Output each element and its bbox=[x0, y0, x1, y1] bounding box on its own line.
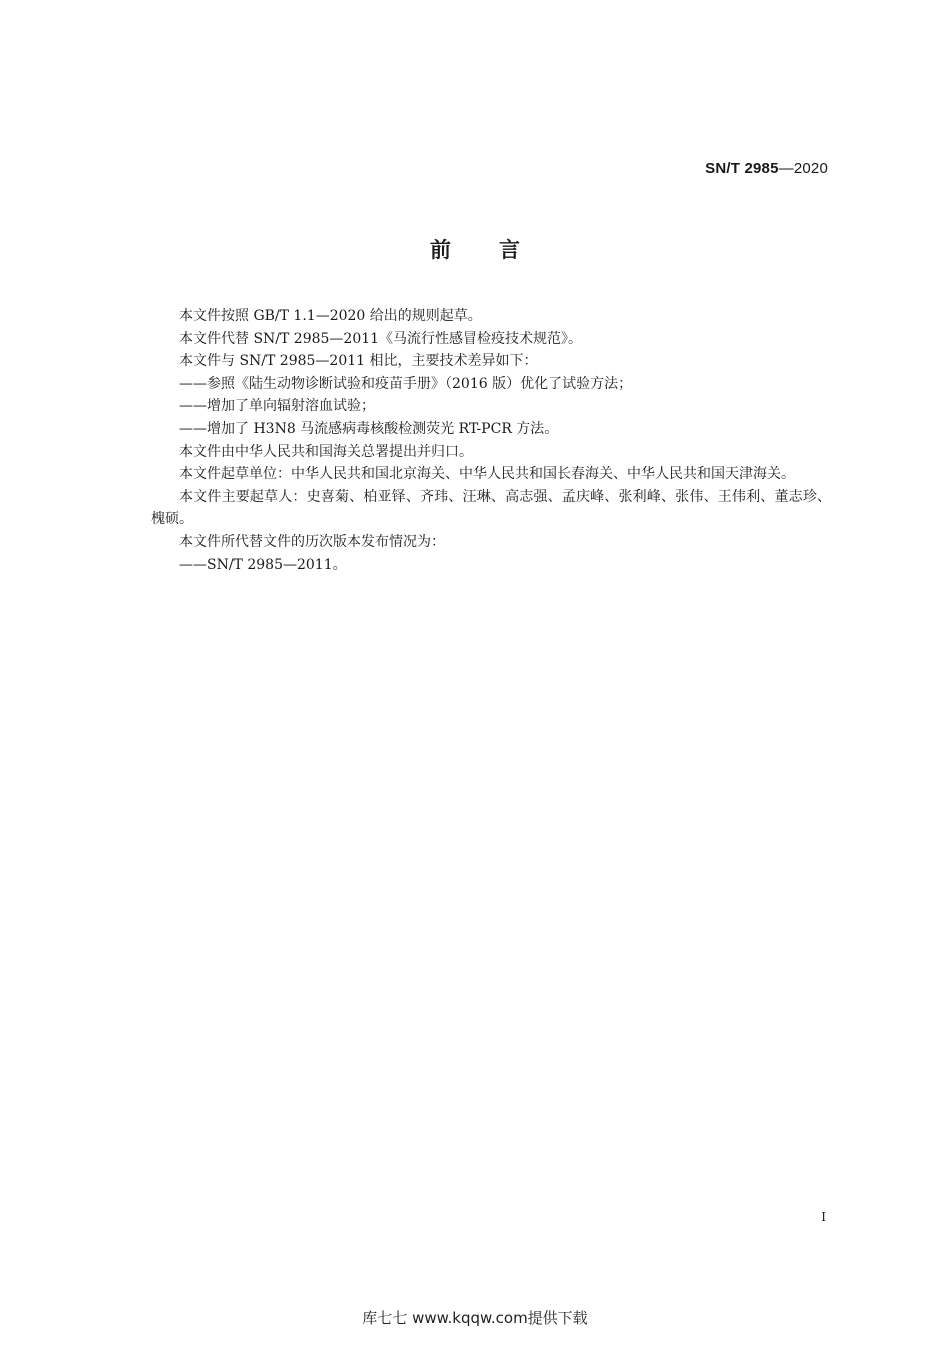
paragraph-differences-intro: 本文件与 SN/T 2985—2011 相比，主要技术差异如下： bbox=[179, 353, 538, 370]
list-item-history-1: ——SN/T 2985—2011。 bbox=[179, 556, 347, 573]
list-item-difference-1: ——参照《陆生动物诊断试验和疫苗手册》（2016 版）优化了试验方法； bbox=[179, 375, 633, 392]
foreword-body bbox=[151, 305, 831, 576]
list-item-difference-3: ——增加了 H3N8 马流感病毒核酸检测荧光 RT-PCR 方法。 bbox=[179, 420, 559, 437]
page-number: I bbox=[821, 1210, 826, 1224]
download-watermark: 库七七 www.kqqw.com提供下载 bbox=[362, 1309, 588, 1327]
page-title: 前言 bbox=[430, 238, 568, 262]
paragraph-history-intro: 本文件所代替文件的历次版本发布情况为： bbox=[179, 533, 445, 550]
paragraph-proposer: 本文件由中华人民共和国海关总署提出并归口。 bbox=[179, 443, 473, 460]
standard-code-number: SN/T 2985 bbox=[705, 160, 779, 177]
list-item-difference-2: ——增加了单向辐射溶血试验； bbox=[179, 398, 375, 415]
paragraph-replaces: 本文件代替 SN/T 2985—2011《马流行性感冒检疫技术规范》。 bbox=[179, 330, 583, 347]
paragraph-drafting-units: 本文件起草单位：中华人民共和国北京海关、中华人民共和国长春海关、中华人民共和国天津海关。 bbox=[179, 466, 795, 483]
standard-code-year: —2020 bbox=[778, 160, 828, 177]
paragraph-drafters: 本文件主要起草人：史喜菊、柏亚铎、齐玮、汪琳、高志强、孟庆峰、张利峰、张伟、王伟利、董志珍、槐硕。 bbox=[151, 488, 831, 528]
paragraph-drafting-rules: 本文件按照 GB/T 1.1—2020 给出的规则起草。 bbox=[179, 308, 482, 324]
standard-code bbox=[705, 160, 828, 177]
